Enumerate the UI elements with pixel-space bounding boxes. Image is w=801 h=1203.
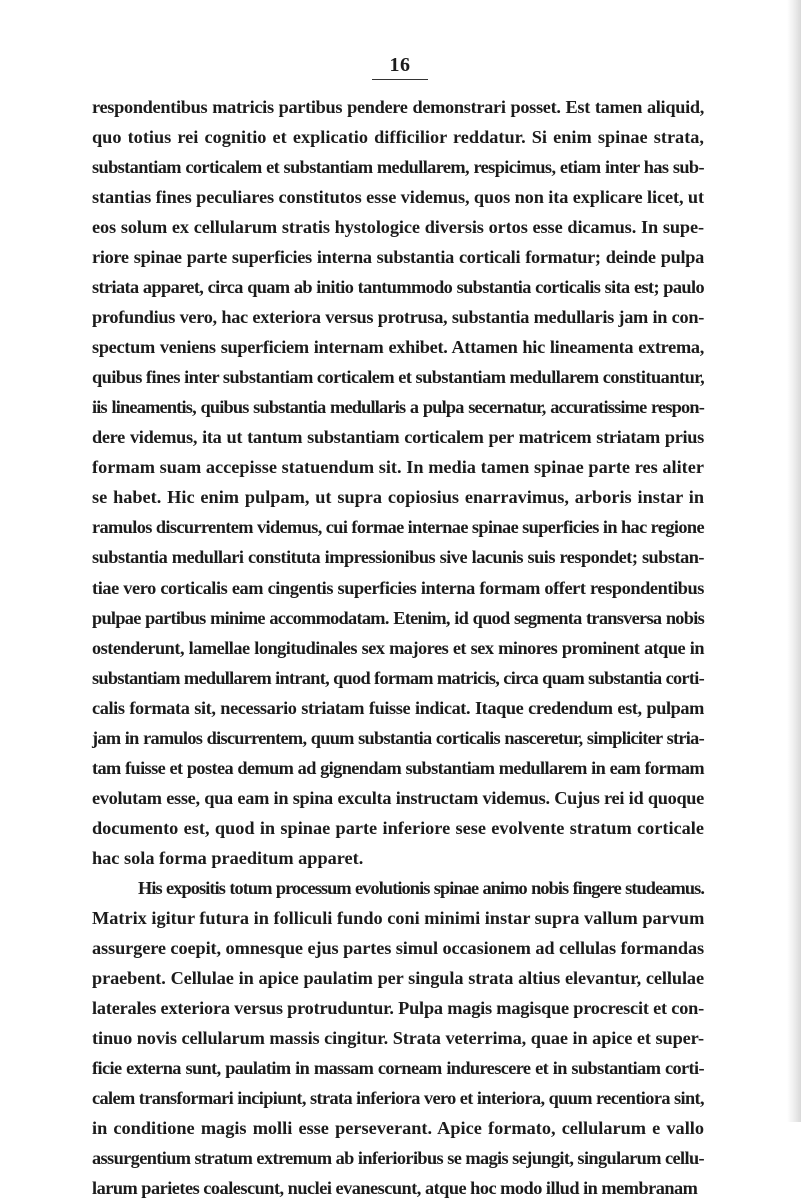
page-number-underline [372, 79, 428, 80]
text-line: laterales exteriora versus protruduntur. Pulpa magis magisque procrescit et con- [92, 997, 704, 1018]
text-line: praebent. Cellulae in apice paulatim per singula strata altius elevantur, cellulae [92, 967, 704, 988]
paragraph [92, 873, 704, 1203]
text-line: quo totius rei cognitio et explicatio difficilior reddatur. Si enim spinae strata, [92, 127, 704, 148]
text-line: eos solum ex cellularum stratis hystologice diversis ortos esse dicamus. In supe- [92, 217, 704, 238]
text-line: calem transformari incipiunt, strata inferiora vero et interiora, quum recentiora sint, [92, 1088, 704, 1109]
text-line: profundius vero, hac exteriora versus protrusa, substantia medullaris jam in con- [92, 307, 704, 328]
text-line: tinuo novis cellularum massis cingitur. Strata veterrima, quae in apice et super- [92, 1027, 704, 1048]
text-line: substantiam corticalem et substantiam medullarem, respicimus, etiam inter has sub- [92, 157, 704, 178]
text-line: hac sola forma praeditum apparet. [92, 847, 364, 868]
text-line: evolutam esse, qua eam in spina exculta instructam videmus. Cujus rei id quoque [92, 787, 704, 808]
text-line: tiae vero corticalis eam cingentis superficies interna formam offert respondentibus [92, 577, 704, 598]
text-line: jam in ramulos discurrentem, quum substantia corticalis nasceretur, simpliciter stria- [92, 727, 704, 748]
text-line: spectum veniens superficiem internam exhibet. Attamen hic lineamenta extrema, [92, 337, 704, 358]
text-line: respondentibus matricis partibus pendere demonstrari posset. Est tamen aliquid, [92, 97, 704, 117]
paragraph [92, 92, 704, 873]
text-line: assurgentium stratum extremum ab inferioribus se magis sejungit, singularum cellu- [92, 1148, 704, 1169]
text-line: larum parietes coalescunt, nuclei evanescunt, atque hoc modo illud in membranam [92, 1178, 698, 1199]
text-line: tam fuisse et postea demum ad gignendam substantiam medullarem in eam formam [92, 757, 704, 778]
text-line: in conditione magis molli esse perseverant. Apice formato, cellularum e vallo [92, 1118, 704, 1139]
text-line: se habet. Hic enim pulpam, ut supra copiosius enarravimus, arboris instar in [92, 487, 704, 508]
text-line: pulpae partibus minime accommodatam. Etenim, id quod segmenta transversa nobis [92, 607, 704, 628]
text-line: riore spinae parte superficies interna substantia corticali formatur; deinde pulpa [92, 247, 704, 268]
text-line: ostenderunt, lamellae longitudinales sex majores et sex minores prominent atque in [92, 637, 704, 658]
text-line: iis lineamentis, quibus substantia medullaris a pulpa secernatur, accuratissime respon- [92, 397, 704, 418]
text-line: His expositis totum processum evolutionis spinae animo nobis fingere studeamus. [138, 877, 704, 898]
text-line: ficie externa sunt, paulatim in massam corneam indurescere et in substantiam corti- [92, 1058, 704, 1078]
text-line: stantias fines peculiares constitutos esse videmus, quos non ita explicare licet, ut [92, 187, 704, 208]
text-line: ramulos discurrentem videmus, cui formae internae spinae superficies in hac regione [92, 517, 704, 538]
body-text [92, 92, 704, 1203]
text-line: substantiam medullarem intrant, quod formam matricis, circa quam substantia corti- [92, 667, 704, 688]
page-edge-shadow [787, 0, 801, 1122]
text-line: Matrix igitur futura in folliculi fundo coni minimi instar supra vallum parvum [92, 907, 705, 928]
page-number: 16 [389, 54, 411, 76]
text-line: striata apparet, circa quam ab initio tantummodo substantia corticalis sita est; paulo [92, 277, 704, 298]
text-line: assurgere coepit, omnesque ejus partes simul occasionem ad cellulas formandas [92, 937, 704, 958]
text-line: documento est, quod in spinae parte inferiore sese evolvente stratum corticale [92, 817, 704, 838]
text-line: substantia medullari constituta impressionibus sive lacunis suis respondet; substan- [92, 547, 704, 568]
text-line: calis formata sit, necessario striatam fuisse indicat. Itaque credendum est, pulpam [92, 697, 704, 718]
text-line: dere videmus, ita ut tantum substantiam corticalem per matricem striatam prius [92, 427, 704, 448]
text-line: formam suam accepisse statuendum sit. In media tamen spinae parte res aliter [92, 457, 704, 478]
text-line: quibus fines inter substantiam corticalem et substantiam medullarem constituantur, [92, 367, 705, 388]
